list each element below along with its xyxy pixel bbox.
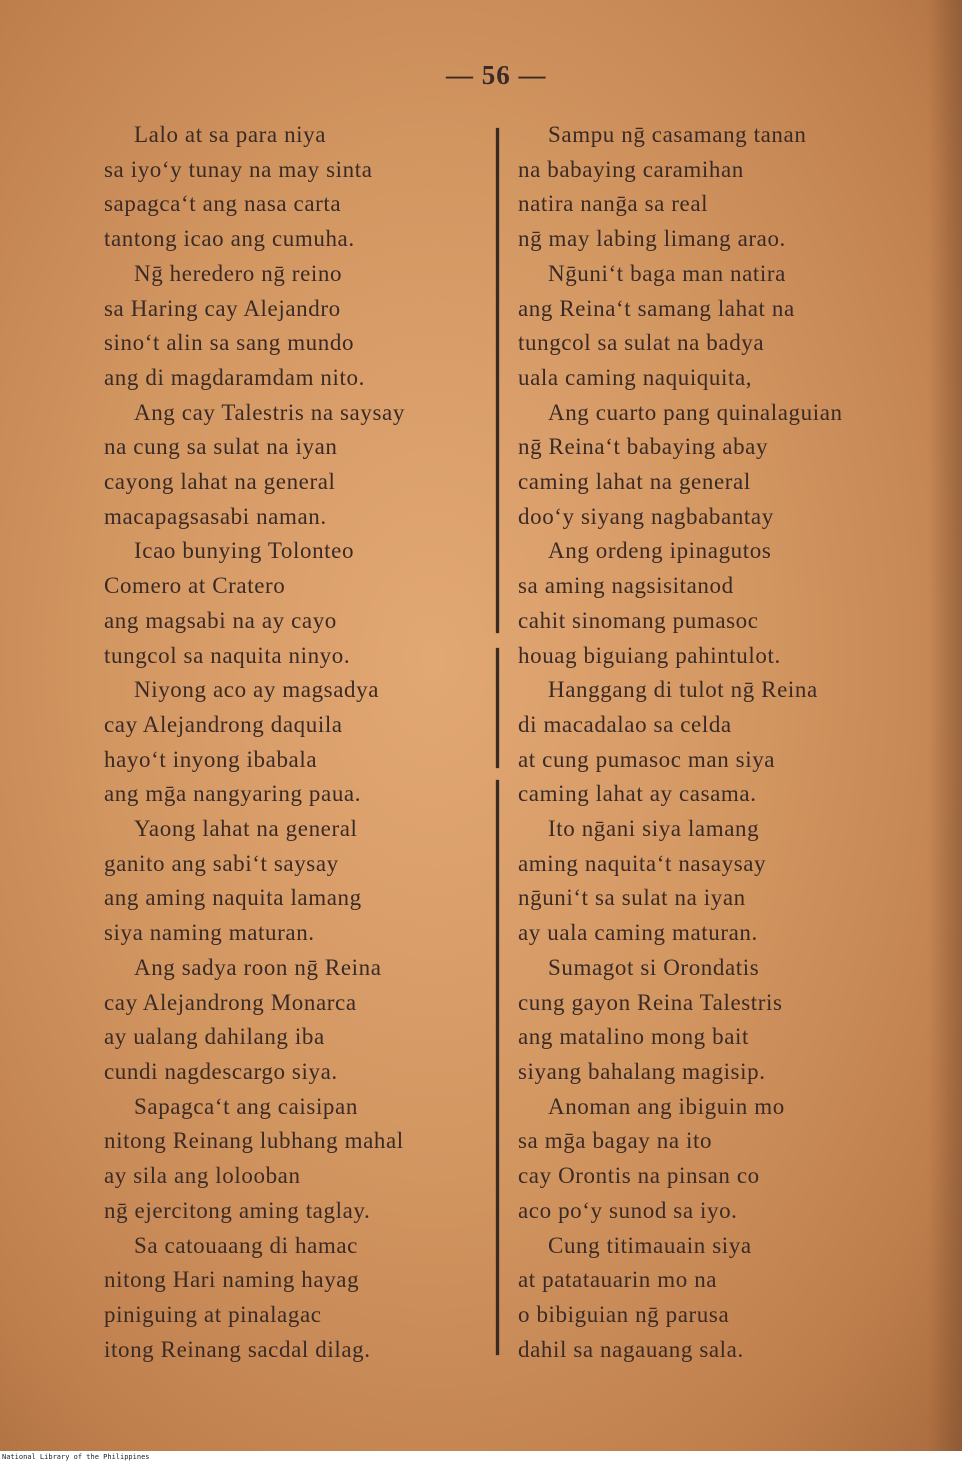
verse-line: Niyong aco ay magsadya bbox=[134, 677, 380, 703]
stanza bbox=[104, 1229, 534, 1368]
verse-line: nḡ Reina‘t babaying abay bbox=[518, 434, 769, 460]
verse-line: caming lahat ay casama. bbox=[518, 781, 757, 807]
verse-line: o bibiguian nḡ parusa bbox=[518, 1301, 730, 1327]
stanza bbox=[518, 534, 928, 673]
verse-line: cayong lahat na general bbox=[104, 469, 336, 495]
verse-line: sa aming nagsisitanod bbox=[518, 573, 734, 599]
verse-line: Lalo at sa para niya bbox=[134, 122, 327, 147]
verse-line: ay ualang dahilang iba bbox=[104, 1024, 325, 1050]
stanza bbox=[104, 951, 534, 1090]
verse-line: Nḡuni‘t baga man natira bbox=[548, 260, 786, 286]
verse-line: itong Reinang sacdal dilag. bbox=[104, 1336, 371, 1362]
verse-line: Comero at Cratero bbox=[104, 573, 286, 599]
verse-line: Ang ordeng ipinagutos bbox=[548, 538, 772, 564]
verse-line: ang mḡa nangyaring paua. bbox=[104, 781, 362, 807]
stanza bbox=[518, 812, 928, 951]
page-number: — 56 — bbox=[446, 60, 547, 90]
verse-line: natira nanḡa sa real bbox=[518, 191, 709, 217]
verse-line: tungcol sa sulat na badya bbox=[518, 330, 765, 356]
verse-line: na cung sa sulat na iyan bbox=[104, 434, 338, 460]
verse-line: sapagca‘t ang nasa carta bbox=[104, 191, 342, 217]
verse-line: nḡuni‘t sa sulat na iyan bbox=[518, 885, 746, 911]
verse-line: Ang cay Talestris na saysay bbox=[134, 399, 405, 425]
verse-line: nḡ may labing limang arao. bbox=[518, 226, 786, 252]
footer-credit: National Library of the Philippines bbox=[0, 1451, 962, 1463]
verse-line: ang magsabi na ay cayo bbox=[104, 607, 337, 633]
stanza bbox=[518, 1090, 928, 1229]
verse-line: ang di magdaramdam nito. bbox=[104, 364, 365, 390]
verse-line: cung gayon Reina Talestris bbox=[518, 989, 783, 1015]
left-column bbox=[104, 118, 534, 1367]
column-divider bbox=[496, 648, 499, 768]
verse-line: ay sila ang lolooban bbox=[104, 1163, 301, 1189]
stanza bbox=[518, 673, 928, 812]
verse-line: nitong Hari naming hayag bbox=[104, 1267, 360, 1293]
verse-line: di macadalao sa celda bbox=[518, 711, 732, 737]
stanza bbox=[518, 396, 928, 535]
verse-line: ang matalino mong bait bbox=[518, 1024, 750, 1050]
column-divider bbox=[496, 780, 499, 1355]
verse-line: aco po‘y sunod sa iyo. bbox=[518, 1197, 738, 1223]
verse-line: cundi nagdescargo siya. bbox=[104, 1058, 338, 1084]
column-divider bbox=[496, 128, 499, 633]
verse-line: Sa catouaang di hamac bbox=[134, 1232, 358, 1258]
verse-line: sa Haring cay Alejandro bbox=[104, 295, 341, 321]
verse-line: Ang sadya roon nḡ Reina bbox=[134, 954, 382, 980]
verse-line: Sapagca‘t ang caisipan bbox=[134, 1093, 358, 1119]
verse-line: doo‘y siyang nagbabantay bbox=[518, 503, 774, 529]
verse-line: caming lahat na general bbox=[518, 469, 751, 495]
verse-line: houag biguiang pahintulot. bbox=[518, 642, 781, 668]
verse-line: siyang bahalang magisip. bbox=[518, 1058, 766, 1084]
stanza bbox=[104, 812, 534, 951]
verse-line: cay Alejandrong Monarca bbox=[104, 989, 357, 1015]
verse-line: sa iyo‘y tunay na may sinta bbox=[104, 156, 373, 182]
verse-line: siya naming maturan. bbox=[104, 920, 315, 946]
verse-line: Anoman ang ibiguin mo bbox=[548, 1093, 785, 1119]
verse-line: dahil sa nagauang sala. bbox=[518, 1336, 744, 1362]
verse-line: ang aming naquita lamang bbox=[104, 885, 362, 911]
stanza bbox=[518, 951, 928, 1090]
stanza bbox=[518, 257, 928, 396]
stanza bbox=[104, 396, 534, 535]
verse-line: na babaying caramihan bbox=[518, 156, 744, 182]
verse-line: Ito nḡani siya lamang bbox=[548, 816, 760, 842]
verse-line: Sampu nḡ casamang tanan bbox=[548, 122, 807, 147]
verse-line: cay Orontis na pinsan co bbox=[518, 1163, 760, 1189]
verse-line: tantong icao ang cumuha. bbox=[104, 226, 355, 252]
verse-line: nitong Reinang lubhang mahal bbox=[104, 1128, 404, 1154]
verse-line: Hanggang di tulot nḡ Reina bbox=[548, 677, 818, 703]
verse-line: at cung pumasoc man siya bbox=[518, 746, 776, 772]
verse-line: Nḡ heredero nḡ reino bbox=[134, 260, 343, 286]
verse-line: uala caming naquiquita, bbox=[518, 364, 753, 390]
stanza bbox=[104, 118, 534, 257]
verse-line: cahit sinomang pumasoc bbox=[518, 607, 759, 633]
verse-line: ay uala caming maturan. bbox=[518, 920, 758, 946]
right-column bbox=[518, 118, 928, 1367]
verse-line: cay Alejandrong daquila bbox=[104, 711, 343, 737]
stanza bbox=[104, 1090, 534, 1229]
verse-line: Cung titimauain siya bbox=[548, 1232, 752, 1258]
verse-line: macapagsasabi naman. bbox=[104, 503, 327, 529]
verse-line: Yaong lahat na general bbox=[134, 816, 358, 842]
verse-line: ganito ang sabi‘t saysay bbox=[104, 850, 339, 876]
stanza bbox=[518, 118, 928, 257]
verse-line: nḡ ejercitong aming taglay. bbox=[104, 1197, 371, 1223]
verse-line: aming naquita‘t nasaysay bbox=[518, 850, 767, 876]
verse-line: Ang cuarto pang quinalaguian bbox=[548, 399, 843, 425]
stanza bbox=[518, 1229, 928, 1368]
stanza bbox=[104, 534, 534, 673]
verse-line: Sumagot si Orondatis bbox=[548, 954, 760, 980]
verse-line: piniguing at pinalagac bbox=[104, 1301, 322, 1327]
verse-line: ang Reina‘t samang lahat na bbox=[518, 295, 795, 321]
verse-line: at patatauarin mo na bbox=[518, 1267, 718, 1293]
page-edge-shadow bbox=[928, 0, 962, 1463]
stanza bbox=[104, 673, 534, 812]
verse-line: Icao bunying Tolonteo bbox=[134, 538, 355, 564]
stanza bbox=[104, 257, 534, 396]
verse-line: sino‘t alin sa sang mundo bbox=[104, 330, 355, 356]
verse-line: tungcol sa naquita ninyo. bbox=[104, 642, 351, 668]
verse-line: hayo‘t inyong ibabala bbox=[104, 746, 318, 772]
verse-line: sa mḡa bagay na ito bbox=[518, 1128, 713, 1154]
